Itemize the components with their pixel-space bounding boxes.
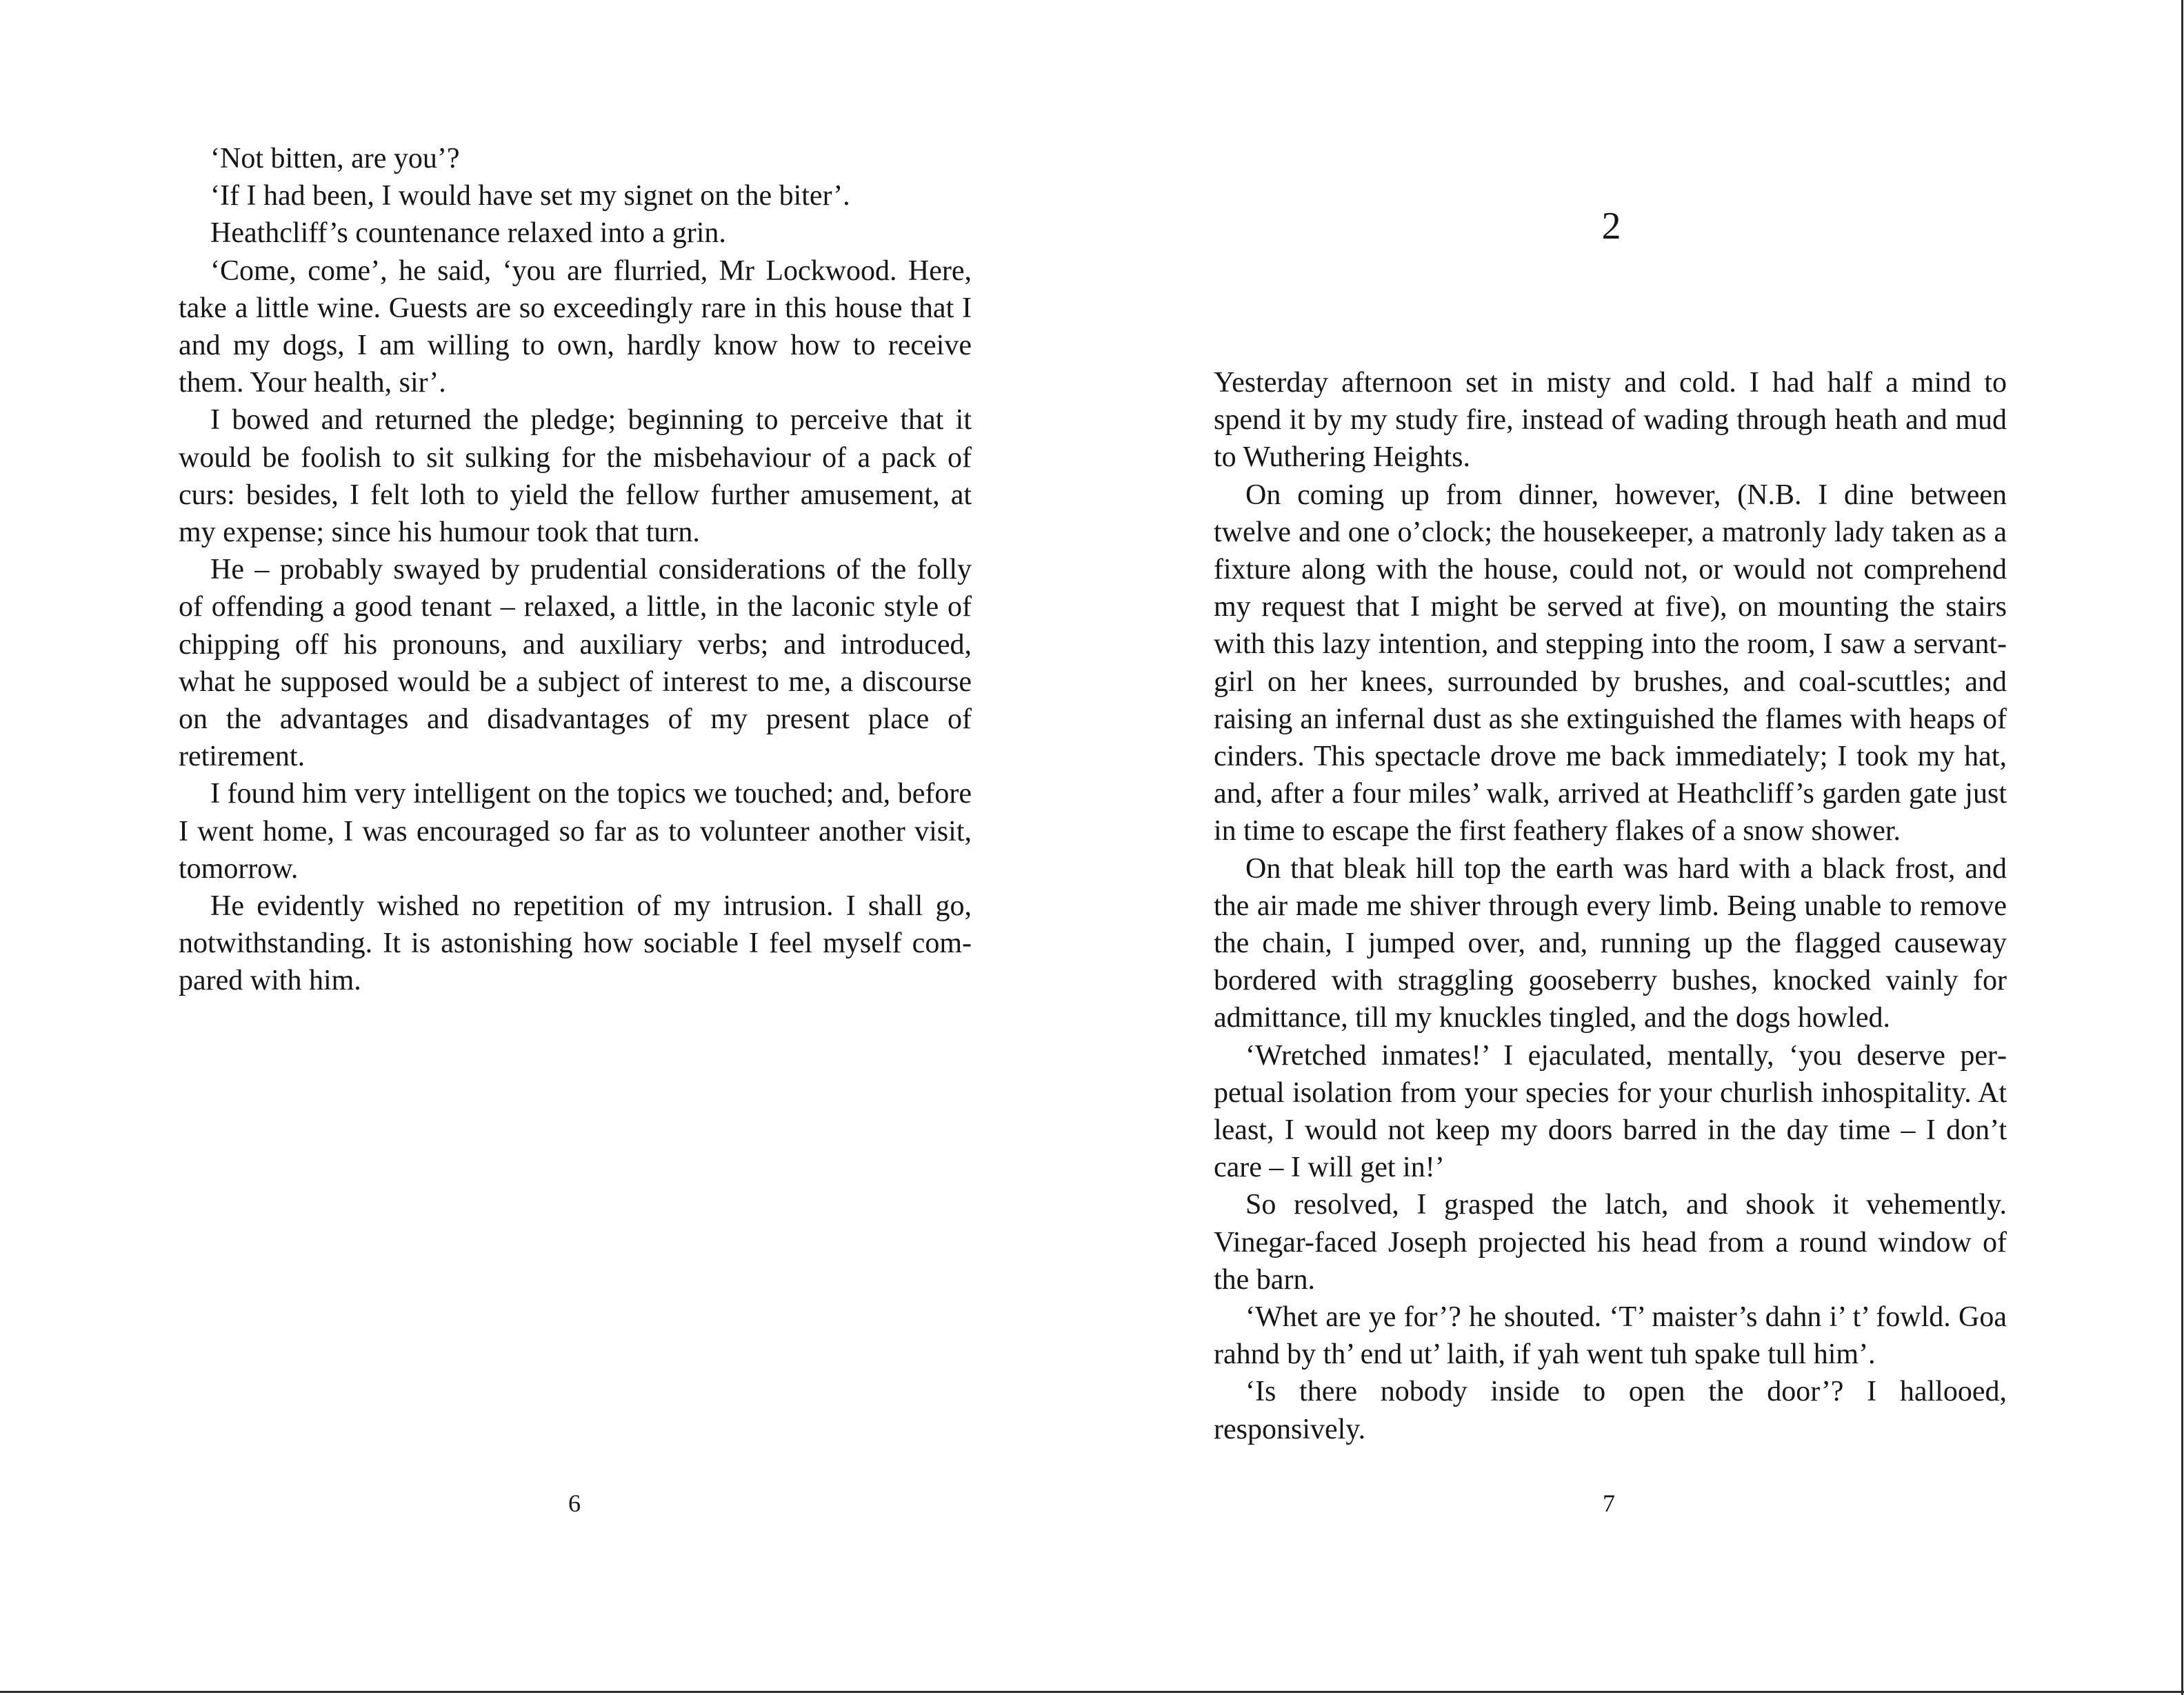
page-number: 7 bbox=[1603, 1490, 1615, 1517]
left-page bbox=[0, 0, 1090, 1689]
paragraph: He evidently wished no repetition of my intrusion. I shall go, notwithstanding. It is astonishing how sociable I feel myself compared with him. bbox=[179, 890, 972, 997]
page-number: 6 bbox=[568, 1490, 581, 1517]
paragraph: So resolved, I grasped the latch, and shook it vehemently. Vinegar-faced Joseph projected his head from a round window of the barn. bbox=[1214, 1189, 2007, 1296]
bottom-edge-line bbox=[0, 1691, 2184, 1693]
paragraph: On that bleak hill top the earth was hard with a black frost, and the air made me shiver through every limb. Being unable to remove the chain, I jumped over, and, running up the flagged causeway bordered with straggling gooseberry bushes, knocked vainly for admittance, till my knuckles tingled, and the dogs howled. bbox=[1214, 852, 2007, 1034]
right-edge-line bbox=[2181, 0, 2183, 1695]
paragraph: Yesterday afternoon set in misty and cold. I had half a mind to spend it by my study fire, instead of wading through heath and mud to Wuthering Heights. bbox=[1214, 367, 2007, 474]
paragraph: ‘Come, come’, he said, ‘you are flurried, Mr Lockwood. Here, take a little wine. Guests are so exceedingly rare in this house that I and my dogs, I am willing to own, hardly know how to receive them. Your health, sir’. bbox=[179, 254, 972, 399]
paragraph: On coming up from dinner, however, (N.B. I dine between twelve and one o’clock; the housekeeper, a matronly lady taken as a fixture along with the house, could not, or would not comprehend my request that I might be served at five), on mounting the stairs with this lazy intention, and stepping into the room, I saw a servant-girl on her knees, surrounded by brushes, and coal-scuttles; and raising an infernal dust as she extinguished the flames with heaps of cinders. This spectacle drove me back immediately; I took my hat, and, after a four miles’ walk, arrived at Heathcliff’s garden gate just in time to escape the first feathery flakes of a snow shower. bbox=[1214, 479, 2007, 848]
paragraph: I found him very intelligent on the topics we touched; and, before I went home, I was encouraged so far as to volunteer another visit, tomorrow. bbox=[179, 778, 972, 885]
chapter-number: 2 bbox=[1601, 205, 1621, 248]
paragraph: I bowed and returned the pledge; beginning to perceive that it would be foolish to sit sulking for the misbehaviour of a pack of curs: besides, I felt loth to yield the fellow further amusement, at my expense; since his humour took that turn. bbox=[179, 404, 972, 549]
paragraph: Heathcliff’s countenance relaxed into a grin. bbox=[210, 217, 726, 250]
paragraph: He – probably swayed by prudential considerations of the folly of offending a good tenant – relaxed, a little, in the laconic style of chipping off his pronouns, and auxiliary verbs; and introduced, what he supposed would be a subject of interest to me, a discourse on the advantages and disadvantages of my present place of retirement. bbox=[179, 554, 972, 773]
paragraph: ‘Wretched inmates!’ I ejaculated, mentally, ‘you deserve perpetual isolation from your species for your churlish inhospitality. At least, I would not keep my doors barred in the day time – I don’t care – I will get in!’ bbox=[1214, 1039, 2007, 1184]
right-page-text bbox=[1214, 364, 2007, 1448]
paragraph: ‘Is there nobody inside to open the door’? I hallooed, responsively. bbox=[1214, 1376, 2007, 1445]
right-page bbox=[1092, 0, 2181, 1689]
left-page-text bbox=[179, 140, 972, 1000]
paragraph: ‘Not bitten, are you’? bbox=[210, 143, 460, 174]
paragraph: ‘If I had been, I would have set my signet on the biter’. bbox=[210, 180, 850, 212]
paragraph: ‘Whet are ye for’? he shouted. ‘T’ maister’s dahn i’ t’ fowld. Goa rahnd by th’ end ut’ laith, if yah went tuh spake tull him’. bbox=[1214, 1301, 2007, 1371]
